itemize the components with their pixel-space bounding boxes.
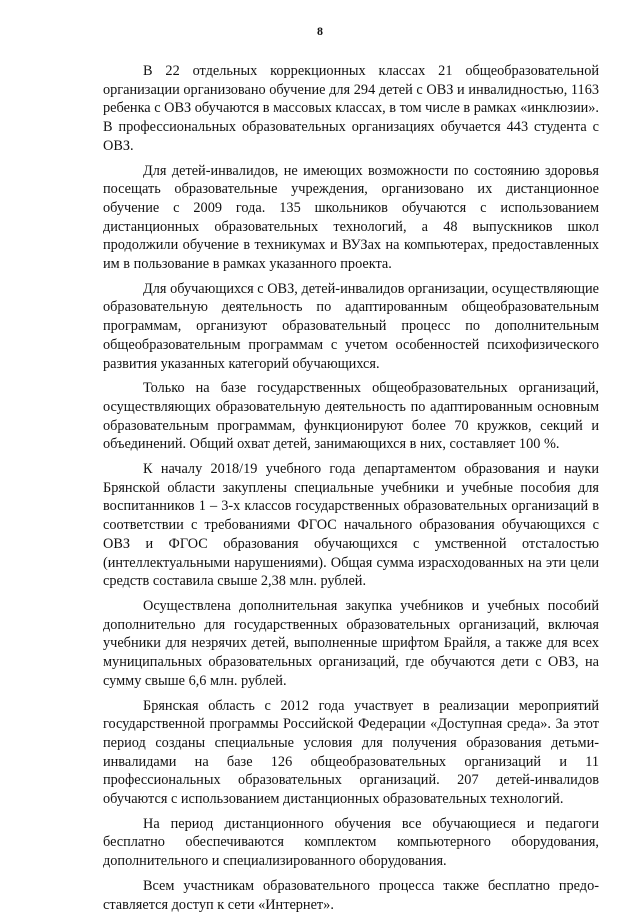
paragraph-additional-programs: Для обучающихся с ОВЗ, детей-инвалидов организации, осуществляющие образовательную деятельность по адаптированным общеобразовательным программам, организуют образовательный процесс по дополнительным общеобразовательным программам с учетом особенностей психофизического развития указанных категорий обучающихся. <box>103 280 599 372</box>
paragraph-textbook-purchase: К началу 2018/19 учебного года департаментом образования и науки Брянской области закуплены специальные учебники и учебные пособия для воспитанников 1 – 3-х классов государственных образовательных организаций в соответствии с требованиями ФГОС начального образования обучающихся с ОВЗ и ФГОС образования обучающихся с умственной отсталостью (интеллектуальными нарушениями). Общая сумма израсходованных на эти цели средств составила свыше 2,38 млн. рублей. <box>103 461 599 590</box>
paragraph-internet-access: Всем участникам образовательного процесса также бесплатно предоставляется доступ к сети «Интернет». <box>103 877 599 913</box>
paragraph-special-classes: В 22 отдельных коррекционных классах 21 общеобразовательной организации организовано обучение для 294 детей с ОВЗ и инвалидностью, 1163 ребенка с ОВЗ обучаются в массовых классах, в том числе в рамках «инклюзии». В профессиональных образовательных организациях обучается 443 студента с ОВЗ. <box>103 63 599 154</box>
paragraph-clubs-sections: Только на базе государственных общеобразовательных организаций, осуществляющих образовательную деятельность по адаптированным основным образовательным программам, функционируют более 70 кружков, секций и объединений. Общий охват детей, занимающихся в них, составляет 100 %. <box>103 380 599 453</box>
paragraph-distance-learning: Для детей-инвалидов, не имеющих возможности по состоянию здоровья посещать образовательные учреждения, организовано их дистанционное обучение с 2009 года. 135 школьников обучаются с использованием дистанционных образовательных технологий, а 48 выпускников школ продолжили обучение в техникумах и ВУЗах на компьютерах, предоставленных им в пользование в рамках указанного проекта. <box>103 162 599 273</box>
paragraph-additional-purchase: Осуществлена дополнительная закупка учебников и учебных пособий дополнительно для государственных образовательных организаций, включая учебники для незрячих детей, выполненные шрифтом Брайля, а также для всех муниципальных образовательных организаций, где обучаются дети с ОВЗ, на сумму свыше 6,6 млн. рублей. <box>103 597 599 689</box>
paragraph-equipment: На период дистанционного обучения все обучающиеся и педагоги бесплатно обеспечиваются комплектом компьютерного оборудования, дополнительного и специализированного оборудования. <box>103 815 599 870</box>
page-number: 8 <box>317 24 323 38</box>
paragraph-accessible-environment: Брянская область с 2012 года участвует в реализации мероприятий государственной программы Российской Федерации «Доступная среда». За этот период созданы специальные условия для получения образования детьми-инвалидами на базе 126 общеобразовательных организаций и 11 профессиональных образовательных организаций. 207 детей-инвалидов обучаются с использованием дистанционных образовательных технологий. <box>103 697 599 808</box>
document-body <box>103 62 599 920</box>
